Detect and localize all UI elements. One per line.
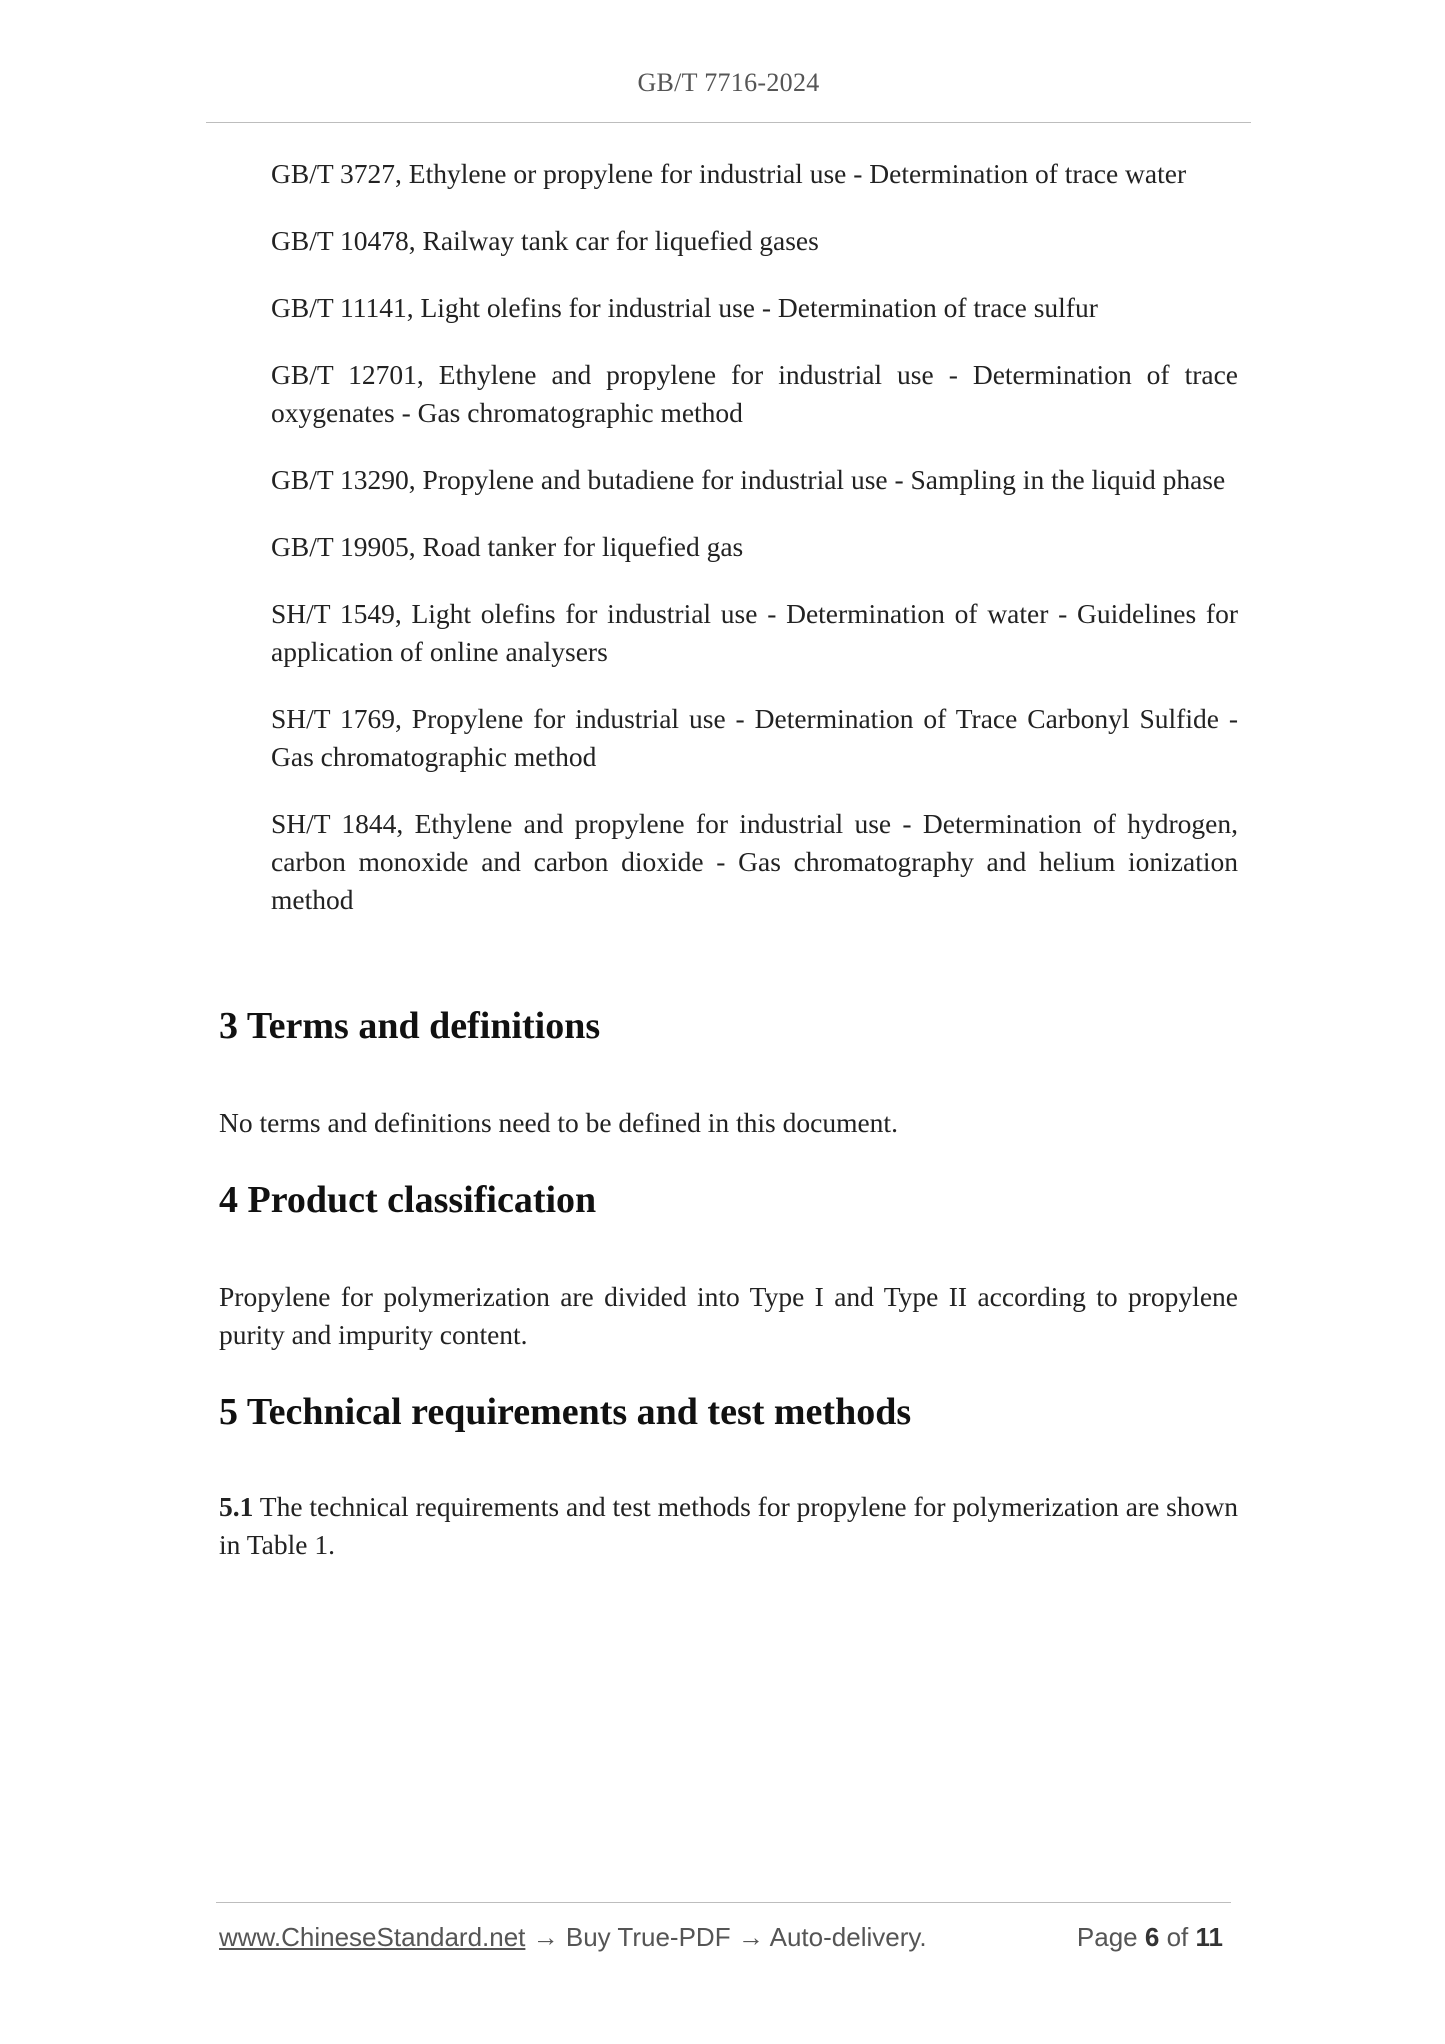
reference-item: GB/T 13290, Propylene and butadiene for industrial use - Sampling in the liquid phase bbox=[271, 464, 1226, 495]
page-label: Page bbox=[1076, 1922, 1138, 1952]
reference-item: GB/T 12701, Ethylene and propylene for industrial use - Determination of trace oxygenates - Gas chromatographic method bbox=[271, 359, 1238, 428]
clause-number: 5.1 bbox=[219, 1491, 254, 1522]
section-5-heading: 5 Technical requirements and test methods bbox=[219, 1391, 912, 1433]
arrow-right-icon: → bbox=[532, 1922, 559, 1952]
clause-text: The technical requirements and test methods for propylene for polymerization are shown in Table 1. bbox=[219, 1491, 1238, 1560]
clause-5-1 bbox=[219, 1488, 1238, 1564]
page-footer bbox=[219, 1922, 1231, 1953]
buy-text: Buy True-PDF bbox=[565, 1922, 731, 1952]
page-of-label: of bbox=[1166, 1922, 1189, 1952]
normative-references-list bbox=[271, 155, 1238, 948]
arrow-right-icon: → bbox=[737, 1922, 764, 1952]
footer-divider bbox=[216, 1902, 1231, 1903]
reference-item: GB/T 19905, Road tanker for liquefied gas bbox=[271, 531, 744, 562]
current-page-number: 6 bbox=[1144, 1922, 1160, 1952]
page-indicator bbox=[1077, 1922, 1223, 1953]
section-4-text: Propylene for polymerization are divided into Type I and Type II according to propylene purity and impurity content. bbox=[219, 1281, 1238, 1350]
section-3-text: No terms and definitions need to be defined in this document. bbox=[219, 1107, 898, 1138]
site-link[interactable]: www.ChineseStandard.net bbox=[219, 1922, 526, 1952]
reference-item: SH/T 1769, Propylene for industrial use - Determination of Trace Carbonyl Sulfide - Gas chromatographic method bbox=[271, 703, 1238, 772]
reference-item: GB/T 3727, Ethylene or propylene for industrial use - Determination of trace water bbox=[271, 158, 1187, 189]
total-page-number: 11 bbox=[1195, 1922, 1223, 1952]
header-divider bbox=[206, 122, 1251, 123]
section-3-heading: 3 Terms and definitions bbox=[219, 1005, 601, 1047]
reference-item: GB/T 10478, Railway tank car for liquefied gases bbox=[271, 225, 819, 256]
running-header: GB/T 7716-2024 bbox=[637, 68, 820, 97]
reference-item: GB/T 11141, Light olefins for industrial use - Determination of trace sulfur bbox=[271, 292, 1098, 323]
reference-item: SH/T 1549, Light olefins for industrial use - Determination of water - Guidelines for application of online analysers bbox=[271, 598, 1238, 667]
section-4-heading: 4 Product classification bbox=[219, 1179, 597, 1221]
delivery-text: Auto-delivery. bbox=[769, 1922, 927, 1952]
reference-item: SH/T 1844, Ethylene and propylene for industrial use - Determination of hydrogen, carbon monoxide and carbon dioxide - Gas chromatography and helium ionization method bbox=[271, 808, 1238, 915]
